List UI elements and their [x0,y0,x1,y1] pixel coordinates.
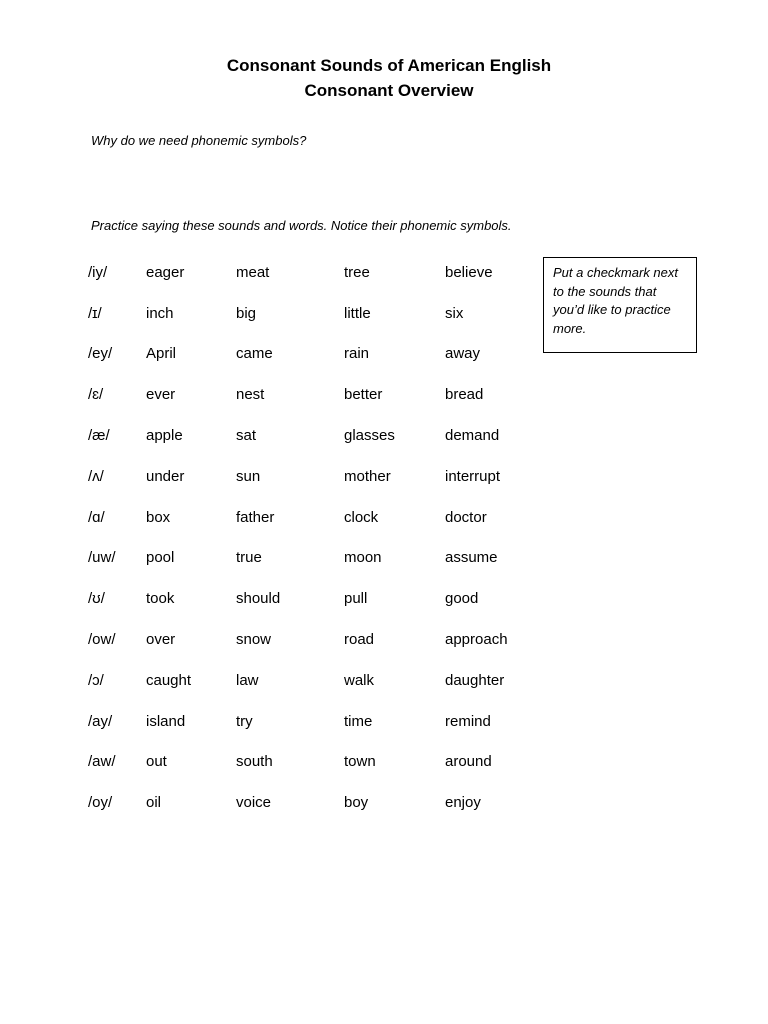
phonemic-symbol: /ʊ/ [88,590,105,608]
phonemic-symbol: /uw/ [88,549,116,567]
example-word: meat [236,263,270,281]
table-row [88,415,545,456]
table-row [88,742,545,783]
example-word: nest [236,386,265,404]
example-word: voice [236,794,272,812]
example-word: daughter [445,671,505,689]
table-row [88,782,545,823]
table-row [88,701,545,742]
example-word: try [236,712,253,730]
checkmark-note-box: Put a checkmark next to the sounds that you’d like to practice more. [543,257,697,353]
example-word: island [146,712,186,730]
example-word: big [236,304,257,322]
phonemic-symbol: /ɪ/ [88,304,102,322]
example-word: glasses [344,427,395,445]
document-title: Consonant Sounds of American English [226,56,552,75]
example-word: ever [146,386,176,404]
example-word: pool [146,549,175,567]
example-word: moon [344,549,382,567]
example-word: rain [344,345,370,363]
example-word: good [445,590,479,608]
phonemic-symbol: /ʌ/ [88,467,104,485]
example-word: law [236,671,259,689]
example-word: father [236,508,275,526]
example-word: six [445,304,464,322]
example-word: approach [445,631,508,649]
sound-word-rows [88,252,545,823]
table-row [88,497,545,538]
example-word: demand [445,427,500,445]
phonemic-symbol: /ow/ [88,631,116,649]
example-word: inch [146,304,174,322]
example-word: bread [445,386,484,404]
example-word: better [344,386,383,404]
example-word: mother [344,467,391,485]
example-word: interrupt [445,467,501,485]
phonemic-symbol: /ɑ/ [88,508,105,526]
table-row [88,293,545,334]
example-word: away [445,345,481,363]
table-row [88,538,545,579]
instruction-text: Practice saying these sounds and words. Notice their phonemic symbols. [91,218,512,233]
example-word: sat [236,427,257,445]
table-row [88,660,545,701]
phonemic-symbol: /ɛ/ [88,386,104,404]
example-word: walk [344,671,375,689]
sound-word-table [88,252,545,823]
table-row [88,456,545,497]
phonemic-symbol: /æ/ [88,427,110,445]
example-word: sun [236,467,261,485]
phonemic-symbol: /ay/ [88,712,113,730]
example-word: came [236,345,273,363]
example-word: tree [344,263,370,281]
example-word: apple [146,427,183,445]
example-word: time [344,712,373,730]
example-word: town [344,753,376,771]
phonemic-symbol: /aw/ [88,753,116,771]
example-word: true [236,549,262,567]
example-word: should [236,590,281,608]
phonemic-symbol: /oy/ [88,794,113,812]
example-word: little [344,304,371,322]
example-word: pull [344,590,368,608]
example-word: took [146,590,175,608]
example-word: caught [146,671,192,689]
example-word: around [445,753,492,771]
example-word: road [344,631,375,649]
table-row [88,619,545,660]
phonemic-symbol: /ɔ/ [88,671,104,689]
example-word: assume [445,549,498,567]
example-word: enjoy [445,794,481,812]
example-word: believe [445,263,493,281]
table-row [88,578,545,619]
phonemic-symbol: /ey/ [88,345,113,363]
table-row [88,334,545,375]
example-word: oil [146,794,162,812]
example-word: clock [344,508,379,526]
example-word: snow [236,631,272,649]
table-row [88,374,545,415]
example-word: box [146,508,171,526]
example-word: over [146,631,176,649]
example-word: south [236,753,273,771]
example-word: eager [146,263,185,281]
phonemic-symbol: /iy/ [88,263,108,281]
example-word: under [146,467,185,485]
example-word: out [146,753,167,771]
example-word: remind [445,712,491,730]
question-text: Why do we need phonemic symbols? [91,133,307,148]
example-word: April [146,345,177,363]
table-row [88,252,545,293]
example-word: doctor [445,508,487,526]
example-word: boy [344,794,369,812]
document-subtitle: Consonant Overview [304,81,474,100]
